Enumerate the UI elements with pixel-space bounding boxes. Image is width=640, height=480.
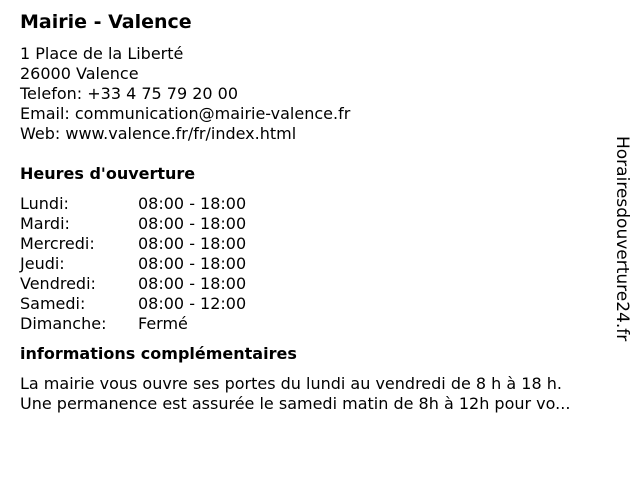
web-line: Web: www.valence.fr/fr/index.html — [20, 124, 297, 143]
hours-row-monday — [20, 194, 616, 214]
phone-line: Telefon: +33 4 75 79 20 00 — [20, 84, 239, 103]
day-label: Samedi: — [20, 294, 86, 313]
time-value: 08:00 - 18:00 — [138, 254, 247, 273]
hours-heading: Heures d'ouverture — [20, 164, 196, 183]
time-value: Fermé — [138, 314, 188, 333]
day-label: Dimanche: — [20, 314, 107, 333]
time-value: 08:00 - 12:00 — [138, 294, 247, 313]
address-line-2: 26000 Valence — [20, 64, 139, 83]
hours-row-tuesday — [20, 214, 616, 234]
day-label: Lundi: — [20, 194, 69, 213]
hours-row-friday — [20, 274, 616, 294]
hours-row-wednesday — [20, 234, 616, 254]
hours-table — [20, 194, 616, 334]
time-value: 08:00 - 18:00 — [138, 274, 247, 293]
email-line: Email: communication@mairie-valence.fr — [20, 104, 351, 123]
time-value: 08:00 - 18:00 — [138, 214, 247, 233]
hours-row-saturday — [20, 294, 616, 314]
address-line-1: 1 Place de la Liberté — [20, 44, 184, 63]
info-heading: informations complémentaires — [20, 344, 297, 363]
page-title: Mairie - Valence — [20, 11, 192, 33]
opening-hours-card — [20, 10, 616, 414]
day-label: Mardi: — [20, 214, 70, 233]
day-label: Jeudi: — [20, 254, 65, 273]
time-value: 08:00 - 18:00 — [138, 234, 247, 253]
site-watermark: Horairesdouverture24.fr — [612, 136, 632, 342]
day-label: Mercredi: — [20, 234, 95, 253]
hours-row-sunday — [20, 314, 616, 334]
day-label: Vendredi: — [20, 274, 96, 293]
info-block — [20, 374, 616, 414]
info-line-1: La mairie vous ouvre ses portes du lundi au vendredi de 8 h à 18 h. — [20, 374, 562, 393]
contact-block — [20, 44, 616, 144]
info-line-2: Une permanence est assurée le samedi matin de 8h à 12h pour vo... — [20, 394, 571, 413]
hours-row-thursday — [20, 254, 616, 274]
time-value: 08:00 - 18:00 — [138, 194, 247, 213]
